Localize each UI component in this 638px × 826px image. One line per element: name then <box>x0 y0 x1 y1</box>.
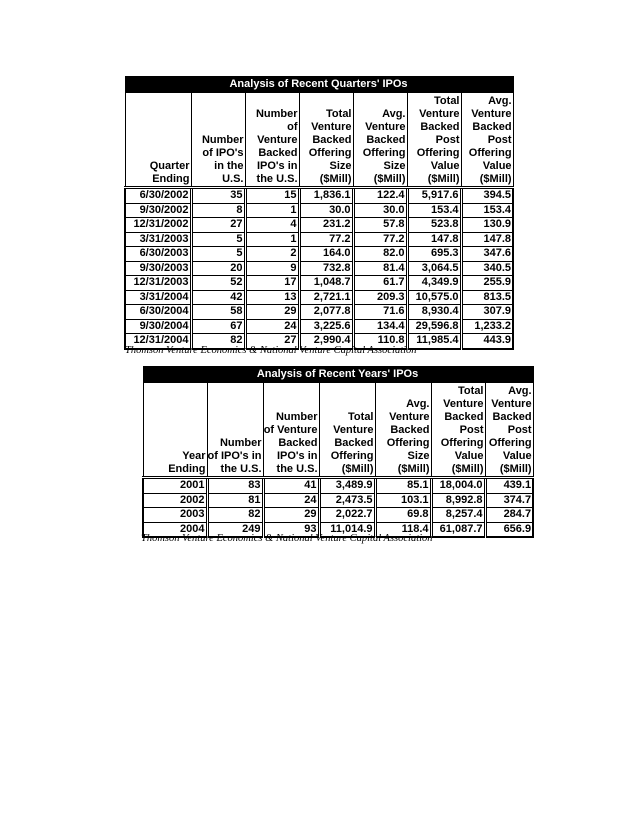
table-cell: 81 <box>207 493 263 508</box>
table-cell: 4 <box>245 218 299 233</box>
row-label-cell: 2004 <box>143 522 207 537</box>
table-cell: 153.4 <box>407 203 461 218</box>
table-cell: 83 <box>207 478 263 494</box>
table-cell: 18,004.0 <box>431 478 485 494</box>
table-cell: 8,992.8 <box>431 493 485 508</box>
table-cell: 5 <box>191 232 245 247</box>
table-cell: 307.9 <box>461 305 513 320</box>
table-cell: 4,349.9 <box>407 276 461 291</box>
table-cell: 3,489.9 <box>319 478 375 494</box>
table-cell: 695.3 <box>407 247 461 262</box>
column-header: Number of IPO's in the U.S. <box>191 93 245 188</box>
table-cell: 61,087.7 <box>431 522 485 537</box>
column-header: Number of Venture Backed IPO's in the U.S. <box>263 383 319 478</box>
column-header: Total Venture Backed Post Offering Value ($Mill) <box>407 93 461 188</box>
table-row <box>125 305 513 320</box>
table-cell: 61.7 <box>353 276 407 291</box>
table-cell: 134.4 <box>353 319 407 334</box>
table-cell: 147.8 <box>461 232 513 247</box>
table-row <box>125 319 513 334</box>
table-cell: 130.9 <box>461 218 513 233</box>
table-cell: 82 <box>191 334 245 349</box>
table-cell: 340.5 <box>461 261 513 276</box>
table-cell: 394.5 <box>461 188 513 204</box>
column-header: Total Venture Backed Post Offering Value ($Mill) <box>431 383 485 478</box>
table-cell: 81.4 <box>353 261 407 276</box>
years-ipo-table <box>142 366 534 538</box>
column-header: Year Ending <box>143 383 207 478</box>
row-label-cell: 12/31/2002 <box>125 218 191 233</box>
table-cell: 231.2 <box>299 218 353 233</box>
table-cell: 164.0 <box>299 247 353 262</box>
table-cell: 30.0 <box>299 203 353 218</box>
table-cell: 1,048.7 <box>299 276 353 291</box>
table-row <box>143 493 533 508</box>
table-cell: 439.1 <box>485 478 533 494</box>
table-cell: 374.7 <box>485 493 533 508</box>
table-row <box>143 508 533 523</box>
row-label-cell: 6/30/2002 <box>125 188 191 204</box>
table-cell: 2,721.1 <box>299 290 353 305</box>
table-row <box>125 276 513 291</box>
table-cell: 57.8 <box>353 218 407 233</box>
table-cell: 41 <box>263 478 319 494</box>
years-table-body <box>143 478 533 538</box>
row-label-cell: 2002 <box>143 493 207 508</box>
table-cell: 27 <box>191 218 245 233</box>
table-cell: 77.2 <box>353 232 407 247</box>
table-cell: 1,836.1 <box>299 188 353 204</box>
table-cell: 249 <box>207 522 263 537</box>
table-cell: 443.9 <box>461 334 513 349</box>
table-cell: 2,077.8 <box>299 305 353 320</box>
table-cell: 71.6 <box>353 305 407 320</box>
table-cell: 20 <box>191 261 245 276</box>
table-cell: 523.8 <box>407 218 461 233</box>
table-cell: 52 <box>191 276 245 291</box>
table-row <box>125 218 513 233</box>
table-cell: 103.1 <box>375 493 431 508</box>
table-cell: 24 <box>245 319 299 334</box>
table-cell: 110.8 <box>353 334 407 349</box>
table-row <box>125 232 513 247</box>
table-cell: 2,022.7 <box>319 508 375 523</box>
table-cell: 11,985.4 <box>407 334 461 349</box>
column-header: Quarter Ending <box>125 93 191 188</box>
row-label-cell: 3/31/2003 <box>125 232 191 247</box>
table-row <box>125 247 513 262</box>
table-cell: 347.6 <box>461 247 513 262</box>
quarters-header-row <box>125 93 513 188</box>
column-header: Avg. Venture Backed Offering Size ($Mill) <box>353 93 407 188</box>
table-cell: 255.9 <box>461 276 513 291</box>
table-row <box>125 188 513 204</box>
table-row <box>125 261 513 276</box>
row-label-cell: 12/31/2004 <box>125 334 191 349</box>
table-cell: 24 <box>263 493 319 508</box>
table-cell: 209.3 <box>353 290 407 305</box>
row-label-cell: 2003 <box>143 508 207 523</box>
table-cell: 29 <box>245 305 299 320</box>
table-cell: 5 <box>191 247 245 262</box>
table-cell: 8,257.4 <box>431 508 485 523</box>
table-cell: 118.4 <box>375 522 431 537</box>
table-cell: 85.1 <box>375 478 431 494</box>
column-header: Avg. Venture Backed Post Offering Value ($Mill) <box>461 93 513 188</box>
table-cell: 2,990.4 <box>299 334 353 349</box>
table-cell: 5,917.6 <box>407 188 461 204</box>
table-row <box>125 290 513 305</box>
table-row <box>143 478 533 494</box>
row-label-cell: 2001 <box>143 478 207 494</box>
table-cell: 77.2 <box>299 232 353 247</box>
row-label-cell: 9/30/2003 <box>125 261 191 276</box>
row-label-cell: 6/30/2003 <box>125 247 191 262</box>
table-cell: 147.8 <box>407 232 461 247</box>
table-cell: 1 <box>245 203 299 218</box>
table-cell: 284.7 <box>485 508 533 523</box>
column-header: Number of Venture Backed IPO's in the U.S. <box>245 93 299 188</box>
row-label-cell: 12/31/2003 <box>125 276 191 291</box>
table-cell: 122.4 <box>353 188 407 204</box>
table-cell: 30.0 <box>353 203 407 218</box>
quarters-ipo-table <box>124 76 514 350</box>
table-cell: 2 <box>245 247 299 262</box>
table-cell: 35 <box>191 188 245 204</box>
row-label-cell: 9/30/2002 <box>125 203 191 218</box>
table-cell: 58 <box>191 305 245 320</box>
table-cell: 17 <box>245 276 299 291</box>
quarters-table-body <box>125 188 513 349</box>
column-header: Total Venture Backed Offering Size ($Mill) <box>299 93 353 188</box>
table-cell: 8,930.4 <box>407 305 461 320</box>
table-cell: 11,014.9 <box>319 522 375 537</box>
table-cell: 2,473.5 <box>319 493 375 508</box>
table-cell: 69.8 <box>375 508 431 523</box>
table-row <box>125 203 513 218</box>
quarters-table-title: Analysis of Recent Quarters' IPOs <box>125 77 513 93</box>
table-cell: 3,225.6 <box>299 319 353 334</box>
years-table-source: Thomson Venture Economics & National Venture Capital Association <box>141 533 433 544</box>
table-cell: 93 <box>263 522 319 537</box>
row-label-cell: 9/30/2004 <box>125 319 191 334</box>
table-cell: 67 <box>191 319 245 334</box>
table-cell: 10,575.0 <box>407 290 461 305</box>
table-cell: 8 <box>191 203 245 218</box>
table-cell: 3,064.5 <box>407 261 461 276</box>
years-header-row <box>143 383 533 478</box>
table-cell: 15 <box>245 188 299 204</box>
column-header: Number of IPO's in the U.S. <box>207 383 263 478</box>
row-label-cell: 3/31/2004 <box>125 290 191 305</box>
table-cell: 1,233.2 <box>461 319 513 334</box>
table-cell: 29 <box>263 508 319 523</box>
table-cell: 27 <box>245 334 299 349</box>
table-cell: 1 <box>245 232 299 247</box>
table-cell: 13 <box>245 290 299 305</box>
quarters-table-source: Thomson Venture Economics & National Venture Capital Association <box>125 345 417 356</box>
table-cell: 29,596.8 <box>407 319 461 334</box>
row-label-cell: 6/30/2004 <box>125 305 191 320</box>
table-cell: 82 <box>207 508 263 523</box>
table-cell: 153.4 <box>461 203 513 218</box>
table-cell: 42 <box>191 290 245 305</box>
column-header: Avg. Venture Backed Post Offering Value ($Mill) <box>485 383 533 478</box>
table-cell: 82.0 <box>353 247 407 262</box>
column-header: Avg. Venture Backed Offering Size ($Mill) <box>375 383 431 478</box>
table-cell: 732.8 <box>299 261 353 276</box>
table-cell: 9 <box>245 261 299 276</box>
table-cell: 656.9 <box>485 522 533 537</box>
years-table-title: Analysis of Recent Years' IPOs <box>143 367 533 383</box>
column-header: Total Venture Backed Offering ($Mill) <box>319 383 375 478</box>
table-cell: 813.5 <box>461 290 513 305</box>
